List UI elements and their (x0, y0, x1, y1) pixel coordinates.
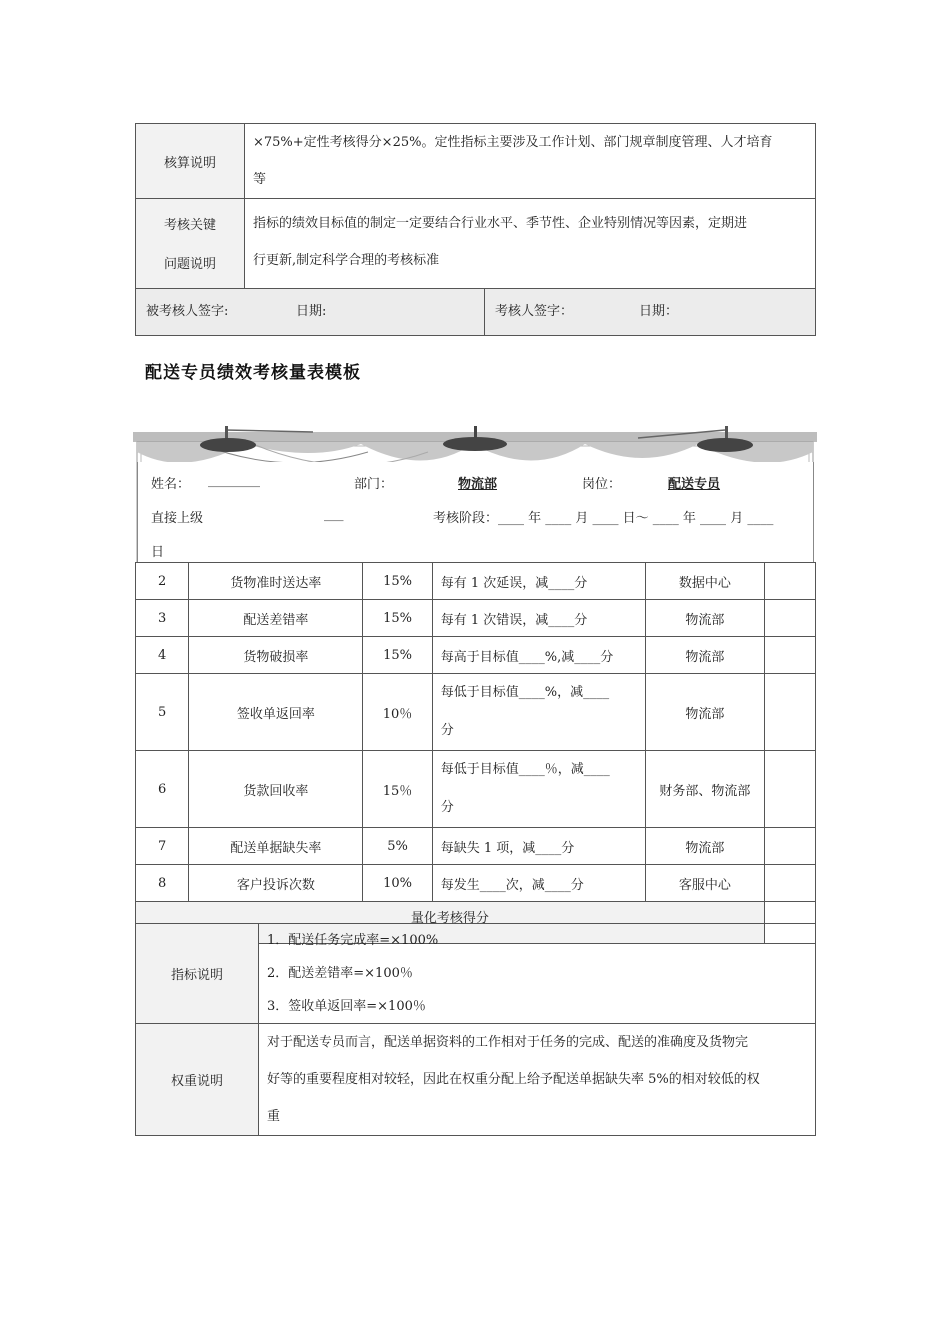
kpi-no: 4 (136, 637, 189, 674)
kpi-table (135, 562, 816, 944)
kpi-name: 配送差错率 (189, 600, 363, 637)
signature-row (135, 288, 816, 336)
kpi-source: 数据中心 (645, 563, 764, 600)
date-label-1: 日期: (296, 304, 327, 319)
kpi-no: 3 (136, 600, 189, 637)
weight-note-text: 对于配送专员而言，配送单据资料的工作相对于任务的完成、配送的准确度及货物完 好等的重要程度相对较轻，因此在权重分配上给予配送单据缺失率 5%的相对较低的权 重 (259, 1024, 816, 1136)
kpi-no: 8 (136, 865, 189, 902)
table-row (136, 865, 816, 902)
superior-label: 直接上级 (151, 511, 204, 526)
calc-note-text: ×75%+定性考核得分×25%。定性指标主要涉及工作计划、部门规章制度管理、人才培育 等 (245, 124, 816, 199)
kpi-score (764, 751, 815, 828)
kpi-rule: 每有 1 次错误，减____分 (432, 600, 645, 637)
divider (484, 289, 485, 335)
kpi-name: 签收单返回率 (189, 674, 363, 751)
kpi-name: 配送单据缺失率 (189, 828, 363, 865)
position-label: 岗位： (582, 477, 622, 492)
assessment-notes-table (135, 123, 816, 292)
department-value: 物流部 (458, 477, 498, 492)
kpi-score (764, 563, 815, 600)
kpi-rule: 每高于目标值____%,减____分 (432, 637, 645, 674)
kpi-weight: 15％ (363, 751, 432, 828)
kpi-weight: 15% (363, 563, 432, 600)
assessor-signature-label: 考核人签字： (495, 304, 574, 319)
weight-note-label: 权重说明 (136, 1024, 259, 1136)
kpi-no: 5 (136, 674, 189, 751)
kpi-score (764, 865, 815, 902)
kpi-name: 货物准时送达率 (189, 563, 363, 600)
key-issue-label: 考核关键 问题说明 (136, 199, 245, 292)
quantitative-score-label: 量化考核得分 (136, 902, 765, 944)
kpi-weight: 5% (363, 828, 432, 865)
notes-table (135, 923, 816, 1136)
kpi-source: 物流部 (645, 828, 764, 865)
kpi-name: 货款回收率 (189, 751, 363, 828)
kpi-rule: 每有 1 次延误，减____分 (432, 563, 645, 600)
name-label: 姓名： (151, 477, 191, 492)
kpi-source: 财务部、物流部 (645, 751, 764, 828)
table-row (136, 828, 816, 865)
kpi-source: 物流部 (645, 674, 764, 751)
kpi-name: 客户投诉次数 (189, 865, 363, 902)
indicator-note-label: 指标说明 (136, 924, 259, 1024)
assessment-period-end: 日 (151, 545, 165, 560)
kpi-rule: 每发生____次，减____分 (432, 865, 645, 902)
table-row (136, 600, 816, 637)
table-row (136, 637, 816, 674)
calc-note-label: 核算说明 (136, 124, 245, 199)
kpi-rule: 每缺失 1 项，减____分 (432, 828, 645, 865)
name-blank: ________ (208, 473, 260, 488)
kpi-weight: 10％ (363, 674, 432, 751)
kpi-score (764, 637, 815, 674)
kpi-rule: 每低于目标值____％，减____ 分 (432, 751, 645, 828)
kpi-score (764, 600, 815, 637)
kpi-weight: 15% (363, 600, 432, 637)
kpi-weight: 15% (363, 637, 432, 674)
kpi-score (764, 828, 815, 865)
indicator-note-text: 1．配送任务完成率=×100% 2．配送差错率=×100％ 3．签收单返回率=×100％ (259, 924, 816, 1024)
table-row (136, 751, 816, 828)
section-title: 配送专员绩效考核量表模板 (145, 363, 361, 383)
kpi-no: 2 (136, 563, 189, 600)
kpi-score (764, 674, 815, 751)
kpi-no: 6 (136, 751, 189, 828)
position-value: 配送专员 (668, 477, 721, 492)
kpi-weight: 10% (363, 865, 432, 902)
table-row (136, 674, 816, 751)
key-issue-text: 指标的绩效目标值的制定一定要结合行业水平、季节性、企业特别情况等因素，定期进 行更新,制定科学合理的考核标准 (245, 199, 816, 292)
date-label-2: 日期： (639, 304, 679, 319)
employee-info-panel (137, 462, 814, 563)
kpi-name: 货物破损率 (189, 637, 363, 674)
department-label: 部门： (354, 477, 394, 492)
assessment-period: 考核阶段：____ 年 ____ 月 ____ 日～ ____ 年 ____ 月 ____ (433, 511, 774, 526)
kpi-source: 物流部 (645, 637, 764, 674)
superior-blank: ___ (324, 507, 344, 522)
assessee-signature-label: 被考核人签字: (146, 304, 229, 319)
kpi-source: 物流部 (645, 600, 764, 637)
kpi-no: 7 (136, 828, 189, 865)
kpi-source: 客服中心 (645, 865, 764, 902)
kpi-rule: 每低于目标值____%，减____ 分 (432, 674, 645, 751)
table-row (136, 563, 816, 600)
